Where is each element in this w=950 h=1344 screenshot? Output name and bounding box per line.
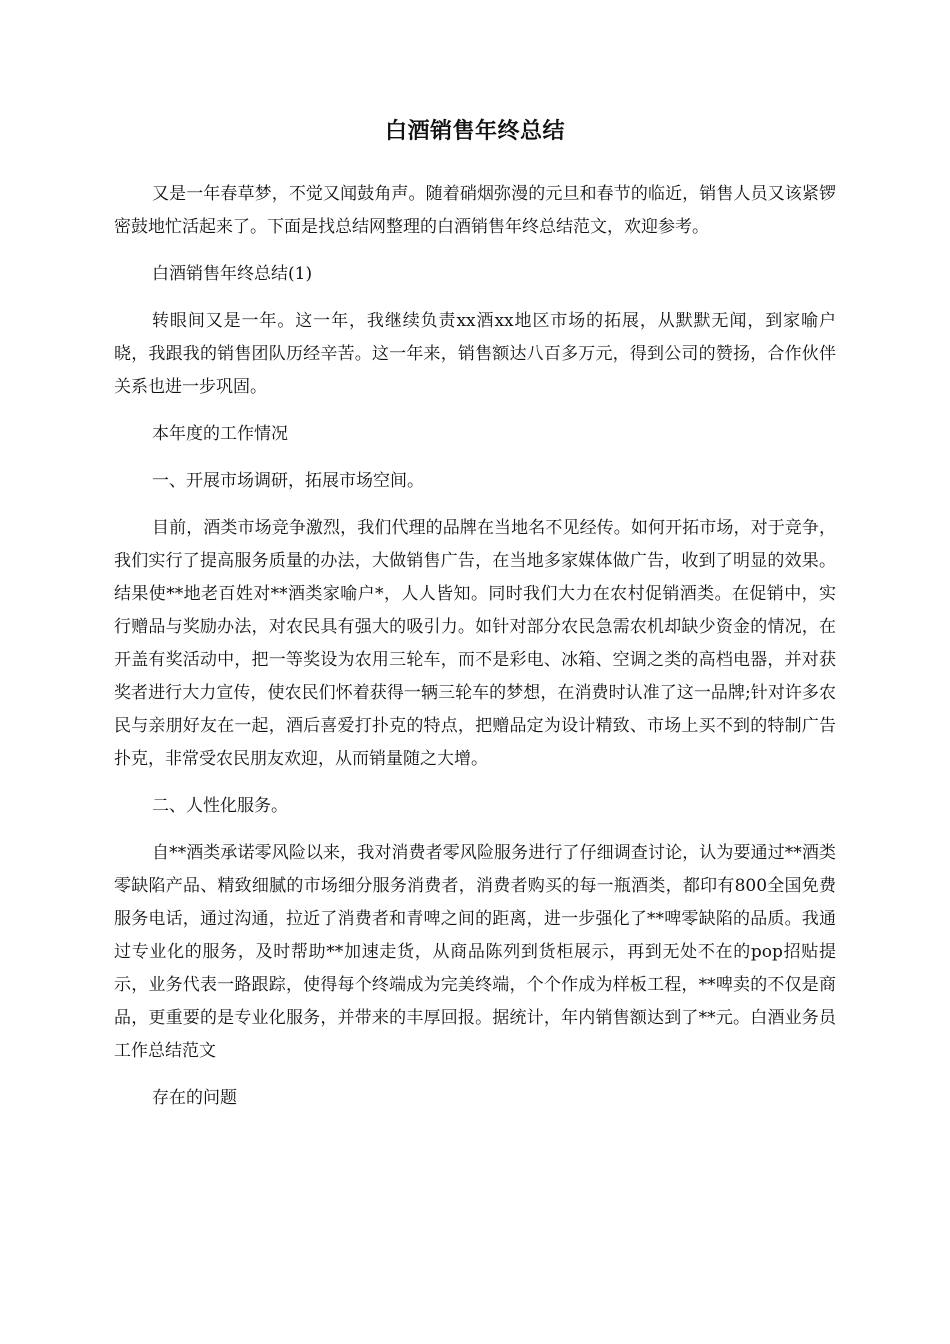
document-body <box>114 178 836 1129</box>
body-paragraph: 自**酒类承诺零风险以来，我对消费者零风险服务进行了仔细调查讨论，认为要通过**酒类零缺陷产品、精致细腻的市场细分服务消费者，消费者购买的每一瓶酒类，都印有800全国免费服务电话，通过沟通，拉近了消费者和青啤之间的距离，进一步强化了**啤零缺陷的品质。我通过专业化的服务，及时帮助**加速走货，从商品陈列到货柜展示，再到无处不在的pop招贴提示，业务代表一路跟踪，使得每个终端成为完美终端，个个作成为样板工程，**啤卖的不仅是商品，更重要的是专业化服务，并带来的丰厚回报。据统计，年内销售额达到了**元。白酒业务员工作总结范文 <box>114 843 836 1061</box>
body-paragraph: 目前，酒类市场竞争激烈，我们代理的品牌在当地名不见经传。如何开拓市场，对于竞争，我们实行了提高服务质量的办法，大做销售广告，在当地多家媒体做广告，收到了明显的效果。结果使**地老百姓对**酒类家喻户*，人人皆知。同时我们大力在农村促销酒类。在促销中，实行赠品与奖励办法，对农民具有强大的吸引力。如针对部分农民急需农机却缺少资金的情况，在开盖有奖活动中，把一等奖设为农用三轮车，而不是彩电、冰箱、空调之类的高档电器，并对获奖者进行大力宣传，使农民们怀着获得一辆三轮车的梦想，在消费时认准了这一品牌;针对许多农民与亲朋好友在一起，酒后喜爱打扑克的特点，把赠品定为设计精致、市场上买不到的特制广告扑克，非常受农民朋友欢迎，从而销量随之大增。 <box>114 518 836 769</box>
document-title: 白酒销售年终总结 <box>384 119 565 144</box>
section-heading: 白酒销售年终总结(1) <box>152 264 313 284</box>
section-heading: 本年度的工作情况 <box>152 424 288 444</box>
section-heading: 存在的问题 <box>152 1088 237 1108</box>
subsection-heading: 二、人性化服务。 <box>152 796 288 816</box>
subsection-heading: 一、开展市场调研，拓展市场空间。 <box>152 471 424 491</box>
intro-paragraph: 又是一年春草梦，不觉又闻鼓角声。随着硝烟弥漫的元旦和春节的临近，销售人员又该紧锣密鼓地忙活起来了。下面是找总结网整理的白酒销售年终总结范文，欢迎参考。 <box>114 184 836 237</box>
body-paragraph: 转眼间又是一年。这一年，我继续负责xx酒xx地区市场的拓展，从默默无闻，到家喻户晓，我跟我的销售团队历经辛苦。这一年来，销售额达八百多万元，得到公司的赞扬，合作伙伴关系也进一步巩固。 <box>114 311 836 397</box>
